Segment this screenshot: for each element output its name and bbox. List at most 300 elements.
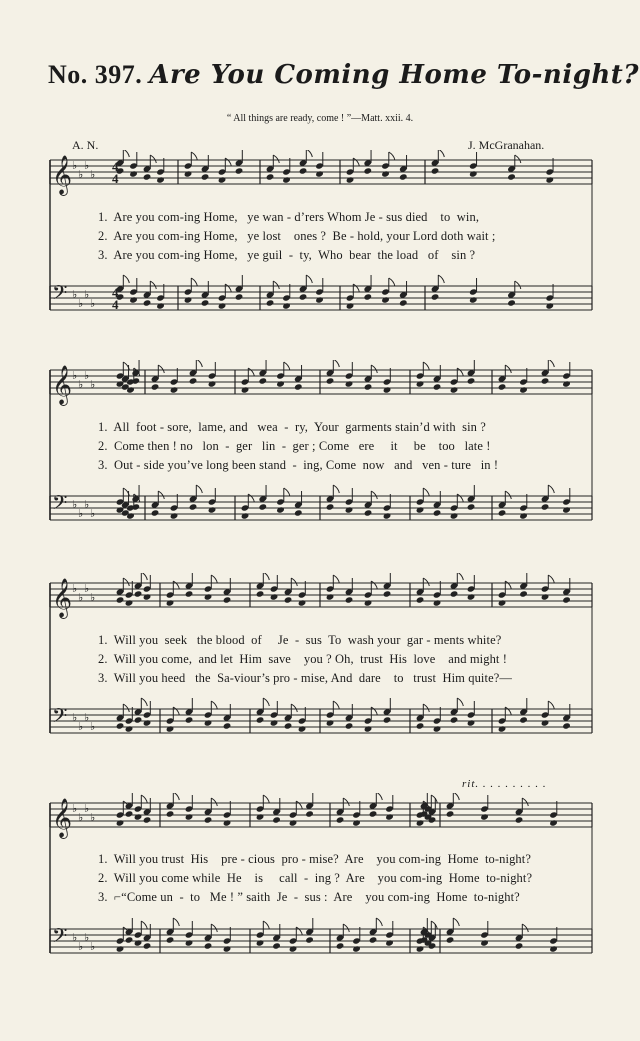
note-head: [545, 302, 554, 309]
note-head: [480, 813, 489, 820]
note-head: [315, 170, 324, 177]
note-head: [385, 813, 394, 820]
note-head: [446, 936, 455, 943]
note-head: [562, 380, 571, 387]
note-head: [204, 942, 213, 949]
note-flag: [291, 704, 297, 712]
note-flag: [505, 365, 511, 373]
note-head: [346, 176, 355, 183]
note-head: [336, 816, 345, 823]
note-head: [156, 302, 165, 309]
hymn-title: [48, 60, 640, 90]
note-head: [184, 170, 193, 177]
note-flag: [457, 368, 463, 376]
note-head: [549, 819, 558, 826]
note-head: [326, 377, 335, 384]
note-flag: [211, 924, 217, 932]
flat-icon: ♭: [72, 931, 78, 944]
note-flag: [150, 155, 156, 163]
note-head: [364, 383, 373, 390]
note-head: [276, 380, 285, 387]
note-head: [507, 299, 516, 306]
time-signature-digit: 4: [112, 285, 119, 300]
time-signature-digit: 4: [112, 297, 119, 312]
note-head: [562, 506, 571, 513]
note-head: [364, 509, 373, 516]
note-head: [258, 377, 267, 384]
note-flag: [296, 927, 302, 935]
note-head: [185, 813, 194, 820]
note-head: [326, 593, 335, 600]
note-head: [185, 590, 194, 597]
note-head: [519, 716, 528, 723]
treble-clef-icon: 𝄞: [52, 155, 73, 195]
note-head: [446, 810, 455, 817]
note-flag: [438, 275, 444, 283]
bass-clef-icon: 𝄢: [52, 281, 68, 309]
note-head: [541, 503, 550, 510]
note-head: [352, 819, 361, 826]
flat-icon: ♭: [84, 711, 90, 724]
note-flag: [150, 281, 156, 289]
flat-icon: ♭: [72, 711, 78, 724]
note-head: [299, 293, 308, 300]
lyric-verse-1: 1. Will you trust His pre - cious pro - mise? Are you com-ing Home to-night?: [98, 852, 531, 866]
note-flag: [296, 801, 302, 809]
note-head: [469, 296, 478, 303]
note-head: [450, 716, 459, 723]
flat-icon: ♭: [78, 507, 84, 520]
note-head: [469, 170, 478, 177]
flat-icon: ♭: [84, 159, 90, 172]
note-head: [519, 386, 528, 393]
note-flag: [191, 152, 197, 160]
note-head: [345, 722, 354, 729]
note-flag: [173, 918, 179, 926]
flat-icon: ♭: [78, 720, 84, 733]
note-head: [363, 293, 372, 300]
note-flag: [423, 488, 429, 496]
note-flag: [141, 795, 147, 803]
note-head: [326, 503, 335, 510]
note-head: [156, 176, 165, 183]
note-head: [381, 170, 390, 177]
bass-staff: [50, 275, 592, 310]
note-flag: [371, 707, 377, 715]
note-head: [204, 719, 213, 726]
flat-icon: ♭: [90, 811, 96, 824]
note-head: [189, 377, 198, 384]
note-head: [498, 509, 507, 516]
note-head: [315, 296, 324, 303]
note-head: [416, 819, 425, 826]
note-head: [467, 377, 476, 384]
note-head: [143, 816, 152, 823]
note-flag: [211, 701, 217, 709]
note-flag: [123, 150, 129, 157]
note-flag: [438, 150, 444, 157]
note-flag: [263, 698, 269, 706]
note-head: [346, 302, 355, 309]
note-head: [134, 939, 143, 946]
flat-icon: ♭: [78, 378, 84, 391]
note-flag: [389, 278, 395, 286]
note-head: [282, 176, 291, 183]
note-head: [266, 173, 275, 180]
note-flag: [423, 578, 429, 586]
note-flag: [353, 284, 359, 292]
note-head: [185, 716, 194, 723]
flat-icon: ♭: [84, 582, 90, 595]
note-head: [399, 173, 408, 180]
note-head: [352, 945, 361, 952]
note-flag: [141, 698, 147, 706]
bass-staff: [50, 485, 592, 520]
treble-staff: [50, 150, 592, 196]
note-flag: [371, 581, 377, 589]
note-head: [299, 167, 308, 174]
note-flag: [141, 921, 147, 929]
flat-icon: ♭: [72, 802, 78, 815]
bass-clef-icon: 𝄢: [52, 491, 68, 519]
note-head: [433, 725, 442, 732]
note-head: [450, 512, 459, 519]
note-head: [345, 380, 354, 387]
note-head: [256, 716, 265, 723]
note-head: [433, 509, 442, 516]
time-signature-digit: 4: [112, 159, 119, 174]
composer: J. McGranahan.: [468, 138, 545, 152]
note-head: [134, 716, 143, 723]
note-head: [480, 939, 489, 946]
note-head: [116, 945, 125, 952]
bass-staff: [50, 698, 592, 733]
note-flag: [343, 798, 349, 806]
note-head: [270, 593, 279, 600]
note-flag: [548, 701, 554, 709]
flat-icon: ♭: [78, 811, 84, 824]
note-flag: [211, 798, 217, 806]
lyric-verse-1: 1. Are you com-ing Home, ye wan - d’rers Whom Je - sus died to win,: [98, 210, 480, 224]
note-head: [467, 503, 476, 510]
note-head: [294, 383, 303, 390]
treble-clef-icon: 𝄞: [52, 365, 73, 405]
note-flag: [225, 284, 231, 292]
note-head: [305, 810, 314, 817]
note-head: [369, 936, 378, 943]
note-flag: [389, 152, 395, 160]
note-head: [519, 590, 528, 597]
note-flag: [173, 707, 179, 715]
flat-icon: ♭: [84, 369, 90, 382]
lyric-verse-1: 1. Will you seek the blood of Je - sus To wash your gar - ments white?: [98, 633, 502, 647]
note-head: [416, 596, 425, 603]
note-flag: [291, 578, 297, 586]
flat-icon: ♭: [72, 582, 78, 595]
note-head: [143, 173, 152, 180]
note-flag: [173, 793, 179, 800]
note-flag: [431, 921, 437, 929]
note-head: [266, 299, 275, 306]
note-flag: [453, 793, 459, 800]
flat-icon: ♭: [90, 720, 96, 733]
flat-icon: ♭: [84, 931, 90, 944]
note-head: [515, 816, 524, 823]
note-head: [116, 596, 125, 603]
note-head: [433, 383, 442, 390]
note-head: [298, 725, 307, 732]
note-flag: [123, 275, 129, 283]
note-head: [125, 599, 134, 606]
note-flag: [515, 155, 521, 163]
note-head: [541, 377, 550, 384]
treble-clef-icon: 𝄞: [52, 578, 73, 618]
note-head: [345, 596, 354, 603]
note-flag: [284, 488, 290, 496]
note-flag: [248, 368, 254, 376]
note-flag: [333, 485, 339, 493]
note-head: [129, 170, 138, 177]
note-head: [201, 299, 210, 306]
note-flag: [376, 793, 382, 800]
flat-icon: ♭: [90, 297, 96, 310]
flat-icon: ♭: [78, 168, 84, 181]
note-head: [431, 293, 440, 300]
note-flag: [123, 578, 129, 586]
note-flag: [505, 707, 511, 715]
note-flag: [371, 491, 377, 499]
note-head: [201, 173, 210, 180]
flat-icon: ♭: [72, 159, 78, 172]
note-head: [134, 813, 143, 820]
note-head: [326, 719, 335, 726]
flat-icon: ♭: [90, 940, 96, 953]
note-head: [385, 939, 394, 946]
note-head: [166, 599, 175, 606]
epigraph: “ All things are ready, come ! ”—Matt. xxii. 4.: [226, 113, 414, 124]
note-head: [125, 725, 134, 732]
note-flag: [333, 575, 339, 583]
note-head: [204, 816, 213, 823]
flat-icon: ♭: [84, 288, 90, 301]
note-head: [116, 722, 125, 729]
note-head: [515, 942, 524, 949]
note-head: [276, 506, 285, 513]
note-head: [125, 810, 134, 817]
note-head: [284, 596, 293, 603]
lyric-verse-3: 3. ⌐“Come un - to Me ! ” saith Je - sus : Are you com-ing Home to-night?: [98, 890, 520, 904]
note-head: [256, 590, 265, 597]
note-flag: [343, 924, 349, 932]
flat-icon: ♭: [78, 297, 84, 310]
note-flag: [548, 485, 554, 493]
note-head: [383, 512, 392, 519]
note-flag: [141, 573, 147, 580]
note-flag: [273, 281, 279, 289]
note-head: [185, 939, 194, 946]
note-head: [519, 512, 528, 519]
note-flag: [306, 275, 312, 283]
flat-icon: ♭: [72, 369, 78, 382]
note-head: [416, 506, 425, 513]
note-head: [381, 296, 390, 303]
note-head: [218, 302, 227, 309]
note-head: [256, 813, 265, 820]
note-flag: [306, 150, 312, 157]
note-flag: [263, 573, 269, 580]
note-flag: [457, 494, 463, 502]
note-head: [223, 945, 232, 952]
note-head: [170, 512, 179, 519]
note-flag: [453, 918, 459, 926]
note-head: [223, 596, 232, 603]
hymn-name: Are You Coming Home To-night?: [149, 60, 640, 90]
note-head: [189, 503, 198, 510]
note-head: [289, 819, 298, 826]
note-flag: [548, 360, 554, 367]
note-head: [549, 945, 558, 952]
note-head: [541, 593, 550, 600]
note-flag: [158, 491, 164, 499]
note-flag: [505, 581, 511, 589]
lyric-verse-2: 2. Will you come, and let Him save you ? Oh, trust His love and might !: [98, 652, 507, 666]
note-flag: [273, 155, 279, 163]
note-head: [298, 599, 307, 606]
note-head: [151, 383, 160, 390]
note-head: [383, 590, 392, 597]
note-head: [143, 299, 152, 306]
note-flag: [196, 360, 202, 367]
flat-icon: ♭: [78, 591, 84, 604]
note-head: [363, 167, 372, 174]
note-head: [498, 725, 507, 732]
note-head: [345, 506, 354, 513]
note-head: [284, 722, 293, 729]
note-head: [383, 716, 392, 723]
note-head: [125, 936, 134, 943]
note-flag: [333, 701, 339, 709]
note-head: [241, 512, 250, 519]
note-flag: [333, 360, 339, 367]
note-head: [258, 503, 267, 510]
note-head: [235, 293, 244, 300]
flat-icon: ♭: [84, 802, 90, 815]
treble-staff: [50, 573, 592, 619]
note-head: [383, 386, 392, 393]
note-head: [467, 593, 476, 600]
lyricist: A. N.: [72, 138, 99, 152]
note-head: [336, 942, 345, 949]
note-flag: [263, 921, 269, 929]
note-head: [364, 599, 373, 606]
ritardando-marking: rit. . . . . . . . . .: [462, 778, 547, 790]
lyric-verse-1: 1. All foot - sore, lame, and wea - ry, Your garments stain’d with sin ?: [98, 420, 486, 434]
note-head: [498, 599, 507, 606]
note-head: [450, 590, 459, 597]
note-head: [289, 945, 298, 952]
note-flag: [548, 575, 554, 583]
note-head: [270, 719, 279, 726]
note-flag: [515, 281, 521, 289]
note-head: [364, 725, 373, 732]
flat-icon: ♭: [72, 288, 78, 301]
flat-icon: ♭: [90, 591, 96, 604]
lyric-verse-3: 3. Are you com-ing Home, ye guil - ty, Who bear the load of sin ?: [98, 248, 476, 262]
note-flag: [522, 924, 528, 932]
flat-icon: ♭: [72, 498, 78, 511]
flat-icon: ♭: [90, 507, 96, 520]
note-head: [416, 722, 425, 729]
note-head: [562, 722, 571, 729]
note-head: [223, 819, 232, 826]
note-head: [143, 593, 152, 600]
note-head: [208, 506, 217, 513]
note-head: [433, 599, 442, 606]
note-flag: [423, 362, 429, 370]
note-flag: [457, 698, 463, 706]
note-head: [143, 719, 152, 726]
note-head: [143, 942, 152, 949]
note-flag: [457, 573, 463, 580]
note-flag: [353, 158, 359, 166]
note-flag: [431, 795, 437, 803]
note-head: [467, 719, 476, 726]
hymn-number: No. 397.: [48, 60, 143, 89]
note-head: [545, 176, 554, 183]
note-flag: [263, 795, 269, 803]
note-head: [272, 816, 281, 823]
note-head: [166, 725, 175, 732]
note-head: [416, 380, 425, 387]
note-head: [431, 167, 440, 174]
treble-staff: [50, 360, 592, 406]
note-head: [399, 299, 408, 306]
note-head: [151, 509, 160, 516]
note-head: [208, 380, 217, 387]
note-head: [369, 810, 378, 817]
note-head: [170, 386, 179, 393]
flat-icon: ♭: [90, 378, 96, 391]
flat-icon: ♭: [90, 168, 96, 181]
note-flag: [225, 158, 231, 166]
bass-staff: [50, 918, 592, 953]
note-head: [541, 719, 550, 726]
note-head: [116, 819, 125, 826]
note-flag: [123, 704, 129, 712]
note-head: [184, 296, 193, 303]
note-flag: [371, 365, 377, 373]
note-head: [282, 302, 291, 309]
flat-icon: ♭: [84, 498, 90, 511]
note-head: [294, 509, 303, 516]
note-head: [416, 945, 425, 952]
note-flag: [423, 704, 429, 712]
note-head: [498, 383, 507, 390]
note-head: [166, 810, 175, 817]
lyric-verse-2: 2. Will you come while He is call - ing ? Are you com-ing Home to-night?: [98, 871, 533, 885]
note-head: [562, 596, 571, 603]
note-head: [272, 942, 281, 949]
lyric-verse-3: 3. Will you heed the Sa-viour’s pro - mise, And dare to trust Him quite?—: [98, 671, 512, 685]
treble-staff: [50, 793, 592, 839]
lyric-verse-3: 3. Out - side you’ve long been stand - ing, Come now and ven - ture in !: [98, 458, 499, 472]
note-head: [218, 176, 227, 183]
note-flag: [196, 485, 202, 493]
note-head: [204, 593, 213, 600]
treble-clef-icon: 𝄞: [52, 798, 73, 838]
note-head: [450, 386, 459, 393]
note-head: [507, 173, 516, 180]
